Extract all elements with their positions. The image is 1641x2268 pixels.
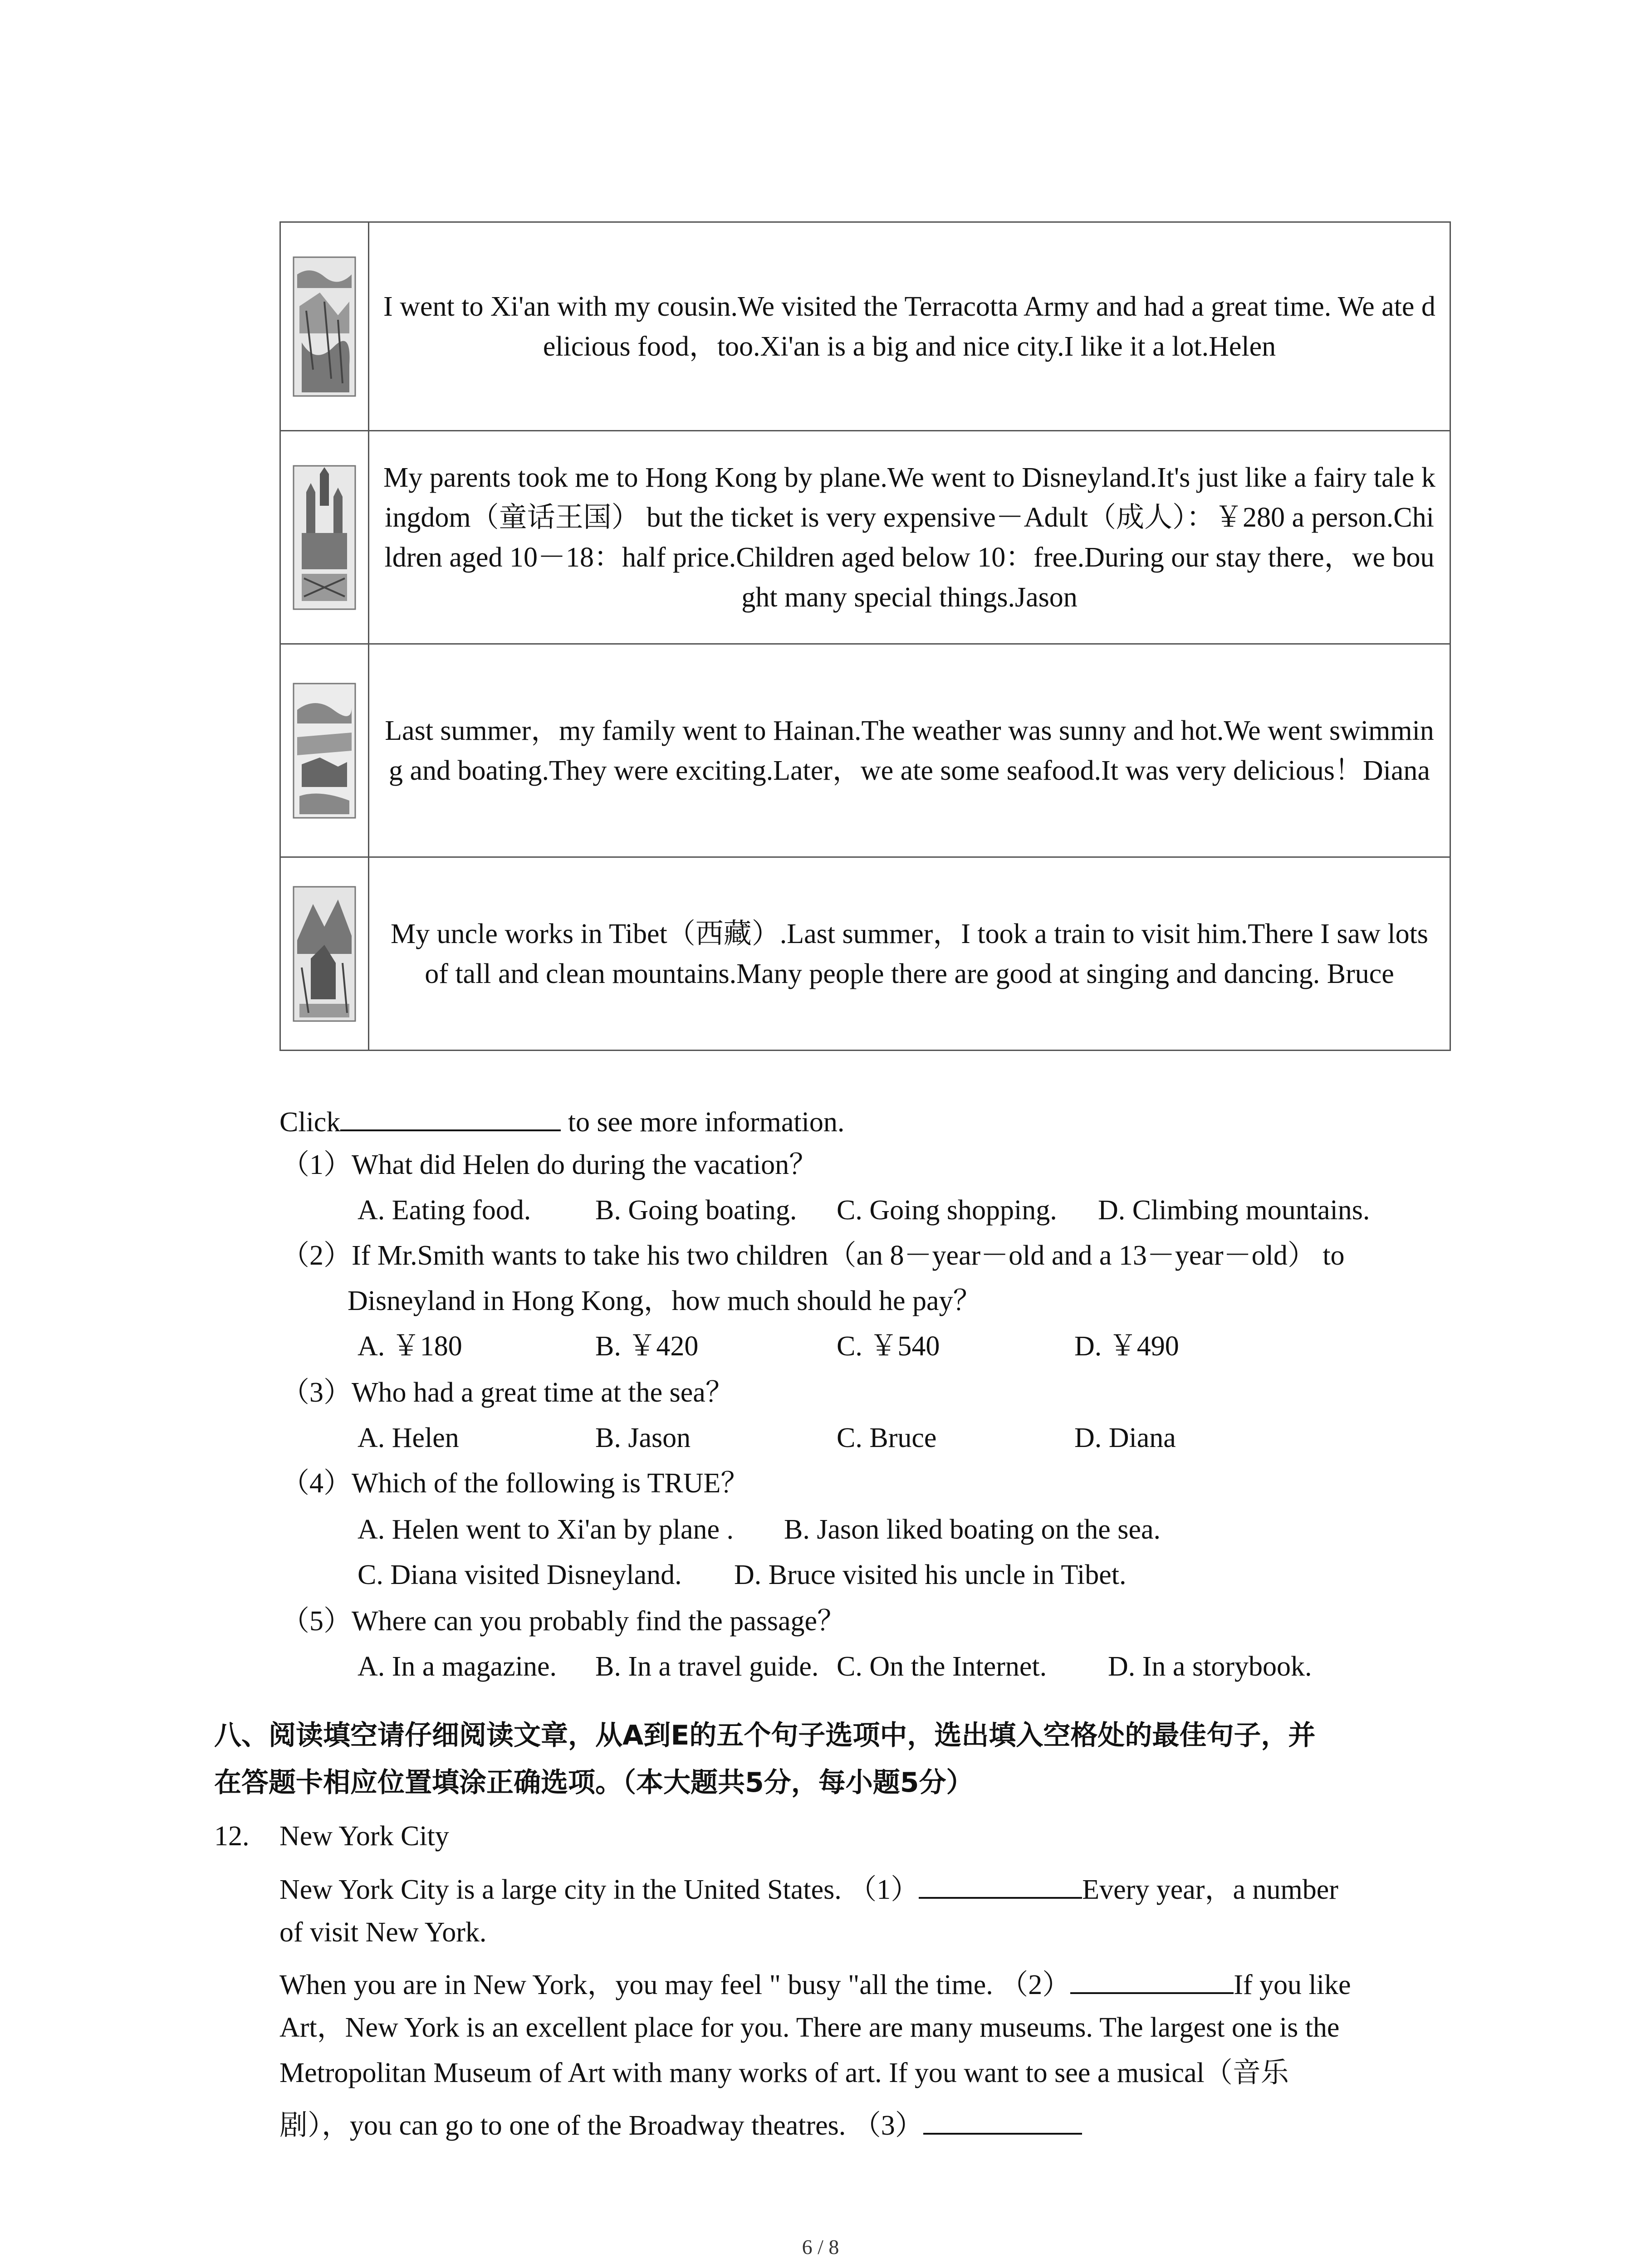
option-b[interactable]: B. Jason liked boating on the sea. [784,1514,1161,1545]
question-4-options-row-1 [358,1511,1161,1548]
passage-line: of visit New York. [279,1917,487,1948]
question-2-stem-continued: Disneyland in Hong Kong，how much should he pay？ [348,1286,981,1316]
question-number: （1） [281,1149,352,1180]
question-number: （4） [281,1468,352,1499]
section-8-heading-line-2: 在答题卡相应位置填涂正确选项。（本大题共5分，每小题5分） [214,1767,974,1799]
image-cell [280,431,369,644]
question-number: （2） [281,1240,352,1271]
passage-line: Metropolitan Museum of Art with many works of art. If you want to see a musical（音乐 [279,2058,1289,2088]
question-3 [281,1374,734,1411]
beach-boats-photo-icon [293,683,356,819]
option-a[interactable]: A. ￥180 [358,1331,462,1362]
option-b[interactable]: B. In a travel guide. [595,1651,819,1682]
option-d[interactable]: D. Climbing mountains. [1098,1195,1370,1226]
option-d[interactable]: D. Bruce visited his uncle in Tibet. [734,1559,1127,1590]
option-c[interactable]: C. On the Internet. [837,1651,1047,1682]
question-3-options [358,1420,1176,1456]
page-number: 6 / 8 [802,2235,839,2258]
question-1-options [358,1192,1370,1228]
travel-table [279,221,1451,1051]
passage-text: New York City is a large city in the United States. （1） [279,1874,919,1905]
entry-text-bruce: My uncle works in Tibet（西藏）.Last summer，I took a train to visit him.There I saw lots of tall and clean mountains.Many people there are good at singing and dancing. Bruce [369,857,1450,1051]
passage-line: Art，New York is an excellent place for you. There are many museums. The largest one is the [279,2012,1340,2043]
image-cell [280,857,369,1051]
option-c[interactable]: C. ￥540 [837,1331,940,1362]
option-d[interactable]: D. In a storybook. [1108,1651,1312,1682]
passage-line [279,2105,1082,2144]
question-4-options-row-2 [358,1557,1127,1593]
click-label: Click [279,1107,341,1138]
image-cell [280,222,369,431]
option-c[interactable]: C. Going shopping. [837,1195,1057,1226]
option-b[interactable]: B. Jason [595,1422,691,1453]
passage-text: 剧），you can go to one of the Broadway theatres. （3） [279,2110,923,2141]
option-a[interactable]: A. Helen went to Xi'an by plane . [358,1514,734,1545]
click-suffix: to see more information. [561,1107,845,1138]
table-row [280,222,1450,431]
question-5 [281,1603,845,1639]
table-row [280,857,1450,1051]
blank-2[interactable] [1070,1964,1234,1994]
question-stem: Where can you probably find the passage？ [352,1606,846,1637]
question-4 [281,1465,749,1501]
option-d[interactable]: D. ￥490 [1074,1331,1179,1362]
table-row [280,431,1450,644]
option-c[interactable]: C. Bruce [837,1422,937,1453]
entry-text-helen: I went to Xi'an with my cousin.We visited the Terracotta Army and had a great time. We ate delicious food，too.Xi'an is a big and nice city.I like it a lot.Helen [369,222,1450,431]
blank-1[interactable] [919,1869,1082,1899]
question-stem: Who had a great time at the sea？ [352,1377,734,1408]
entry-text-diana: Last summer，my family went to Hainan.The weather was sunny and hot.We went swimming and boating.They were exciting.Later，we ate some seafood.It was very delicious！Diana [369,644,1450,857]
passage-text: When you are in New York，you may feel " busy "all the time. （2） [279,1970,1071,2000]
question-5-options [358,1648,1312,1685]
option-a[interactable]: A. Helen [358,1422,459,1453]
click-line [279,1101,844,1140]
disneyland-castle-photo-icon [293,465,356,610]
blank-3[interactable] [923,2105,1082,2135]
option-a[interactable]: A. Eating food. [358,1195,531,1226]
question-number: 12. [214,1821,250,1852]
question-stem: Which of the following is TRUE？ [352,1468,749,1499]
option-a[interactable]: A. In a magazine. [358,1651,557,1682]
section-8-heading-line-1: 八、阅读填空请仔细阅读文章，从A到E的五个句子选项中，选出填入空格处的最佳句子，并 [214,1720,1316,1751]
question-stem: What did Helen do during the vacation？ [352,1149,818,1180]
question-1 [281,1147,817,1183]
question-12-title [214,1818,449,1854]
question-2 [281,1237,1345,1274]
option-b[interactable]: B. ￥420 [595,1331,699,1362]
image-cell [280,644,369,857]
tibet-mountains-photo-icon [293,886,356,1022]
question-number: （3） [281,1377,352,1408]
option-c[interactable]: C. Diana visited Disneyland. [358,1559,682,1590]
passage-text: Every year，a number [1082,1874,1338,1905]
table-row [280,644,1450,857]
question-number: （5） [281,1606,352,1637]
option-b[interactable]: B. Going boating. [595,1195,797,1226]
passage-title: New York City [279,1821,449,1852]
click-blank[interactable] [340,1101,561,1131]
passage-line [279,1964,1351,2003]
question-2-options [358,1328,1179,1364]
entry-text-jason: My parents took me to Hong Kong by plane.We went to Disneyland.It's just like a fairy tale kingdom（童话王国） but the ticket is very expensive－Adult（成人）：￥280 a person.Children aged 10－18：half price.Children aged below 10：free.During our stay there，we bought many special things.Jason [369,431,1450,644]
passage-text: If you like [1234,1970,1351,2000]
terracotta-army-photo-icon [293,256,356,397]
option-d[interactable]: D. Diana [1074,1422,1176,1453]
passage-line [279,1869,1338,1908]
question-stem: If Mr.Smith wants to take his two children（an 8－year－old and a 13－year－old） to [352,1240,1345,1271]
